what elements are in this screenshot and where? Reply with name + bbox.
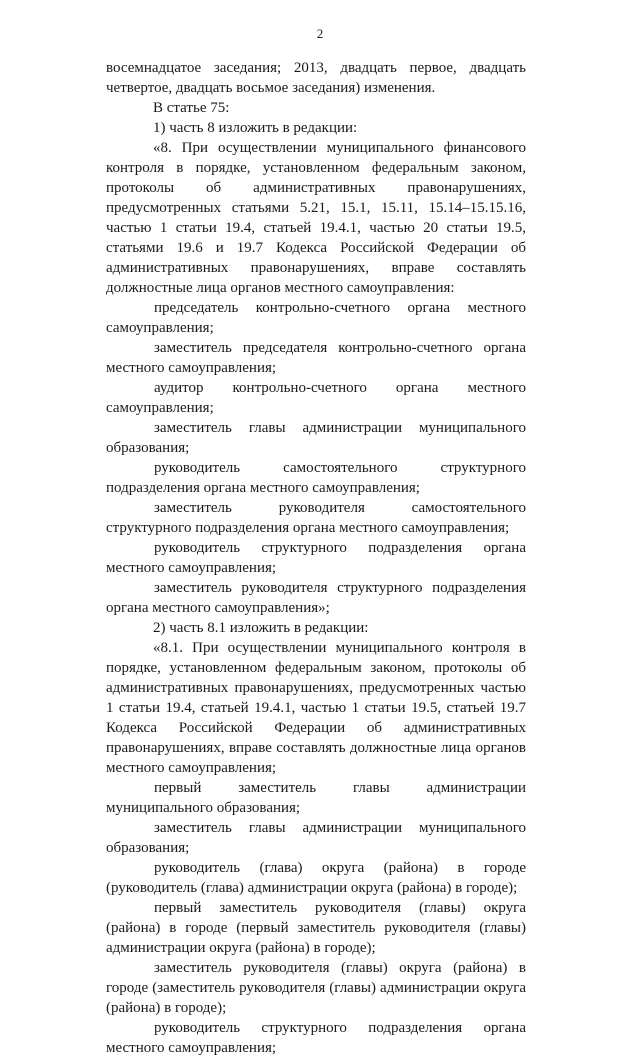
paragraph-item-2: 2) часть 8.1 изложить в редакции: (153, 620, 369, 636)
list-item: заместитель председателя контрольно-счетного органа местного самоуправления; (106, 340, 526, 376)
list-item: заместитель главы администрации муниципального образования; (106, 820, 526, 856)
list-item: заместитель главы администрации муниципального образования; (106, 420, 526, 456)
paragraph-item-1: 1) часть 8 изложить в редакции: (153, 120, 358, 136)
list-item: руководитель (глава) округа (района) в городе (руководитель (глава) администрации округа (района) в городе); (106, 860, 526, 896)
list-item: первый заместитель главы администрации муниципального образования; (106, 780, 526, 816)
list-item: заместитель руководителя самостоятельного структурного подразделения органа местного самоуправления; (106, 500, 526, 536)
document-body (106, 58, 526, 1058)
list-item: заместитель руководителя (главы) округа (района) в городе (заместитель руководителя (главы) администрации округа (района) в городе); (106, 960, 526, 1016)
list-item: руководитель структурного подразделения органа местного самоуправления; (106, 540, 526, 576)
list-item: руководитель структурного подразделения органа местного самоуправления; (106, 1020, 526, 1056)
list-item: председатель контрольно-счетного органа местного самоуправления; (106, 300, 526, 336)
paragraph-part-8-1: «8.1. При осуществлении муниципального контроля в порядке, установленном федеральным законом, протоколы об административных правонарушениях, предусмотренных частью 1 статьи 19.4, статьей 19.4.1, частью 1 статьи 19.5, статьей 19.7 Кодекса Российской Федерации об административных правонарушениях, вправе составлять должностные лица органов местного самоуправления; (106, 640, 526, 776)
list-item: заместитель руководителя структурного подразделения органа местного самоуправления»; (106, 580, 526, 616)
paragraph-part-8: «8. При осуществлении муниципального финансового контроля в порядке, установленном федеральным законом, протоколы об административных правонарушениях, предусмотренных статьями 5.21, 15.1, 15.11, 15.14–15.15.16, частью 1 статьи 19.4, статьей 19.4.1, частью 20 статьи 19.5, статьями 19.6 и 19.7 Кодекса Российской Федерации об административных правонарушениях, вправе составлять должностные лица органов местного самоуправления: (106, 140, 526, 296)
list-item: первый заместитель руководителя (главы) округа (района) в городе (первый заместитель руководителя (главы) администрации округа (района) в городе); (106, 900, 526, 956)
paragraph-article-heading: В статье 75: (153, 100, 230, 116)
page-number: 2 (316, 26, 324, 41)
list-item: руководитель самостоятельного структурного подразделения органа местного самоуправления; (106, 460, 526, 496)
paragraph-continuation: восемнадцатое заседания; 2013, двадцать первое, двадцать четвертое, двадцать восьмое заседания) изменения. (106, 60, 526, 96)
list-item: аудитор контрольно-счетного органа местного самоуправления; (106, 380, 526, 416)
